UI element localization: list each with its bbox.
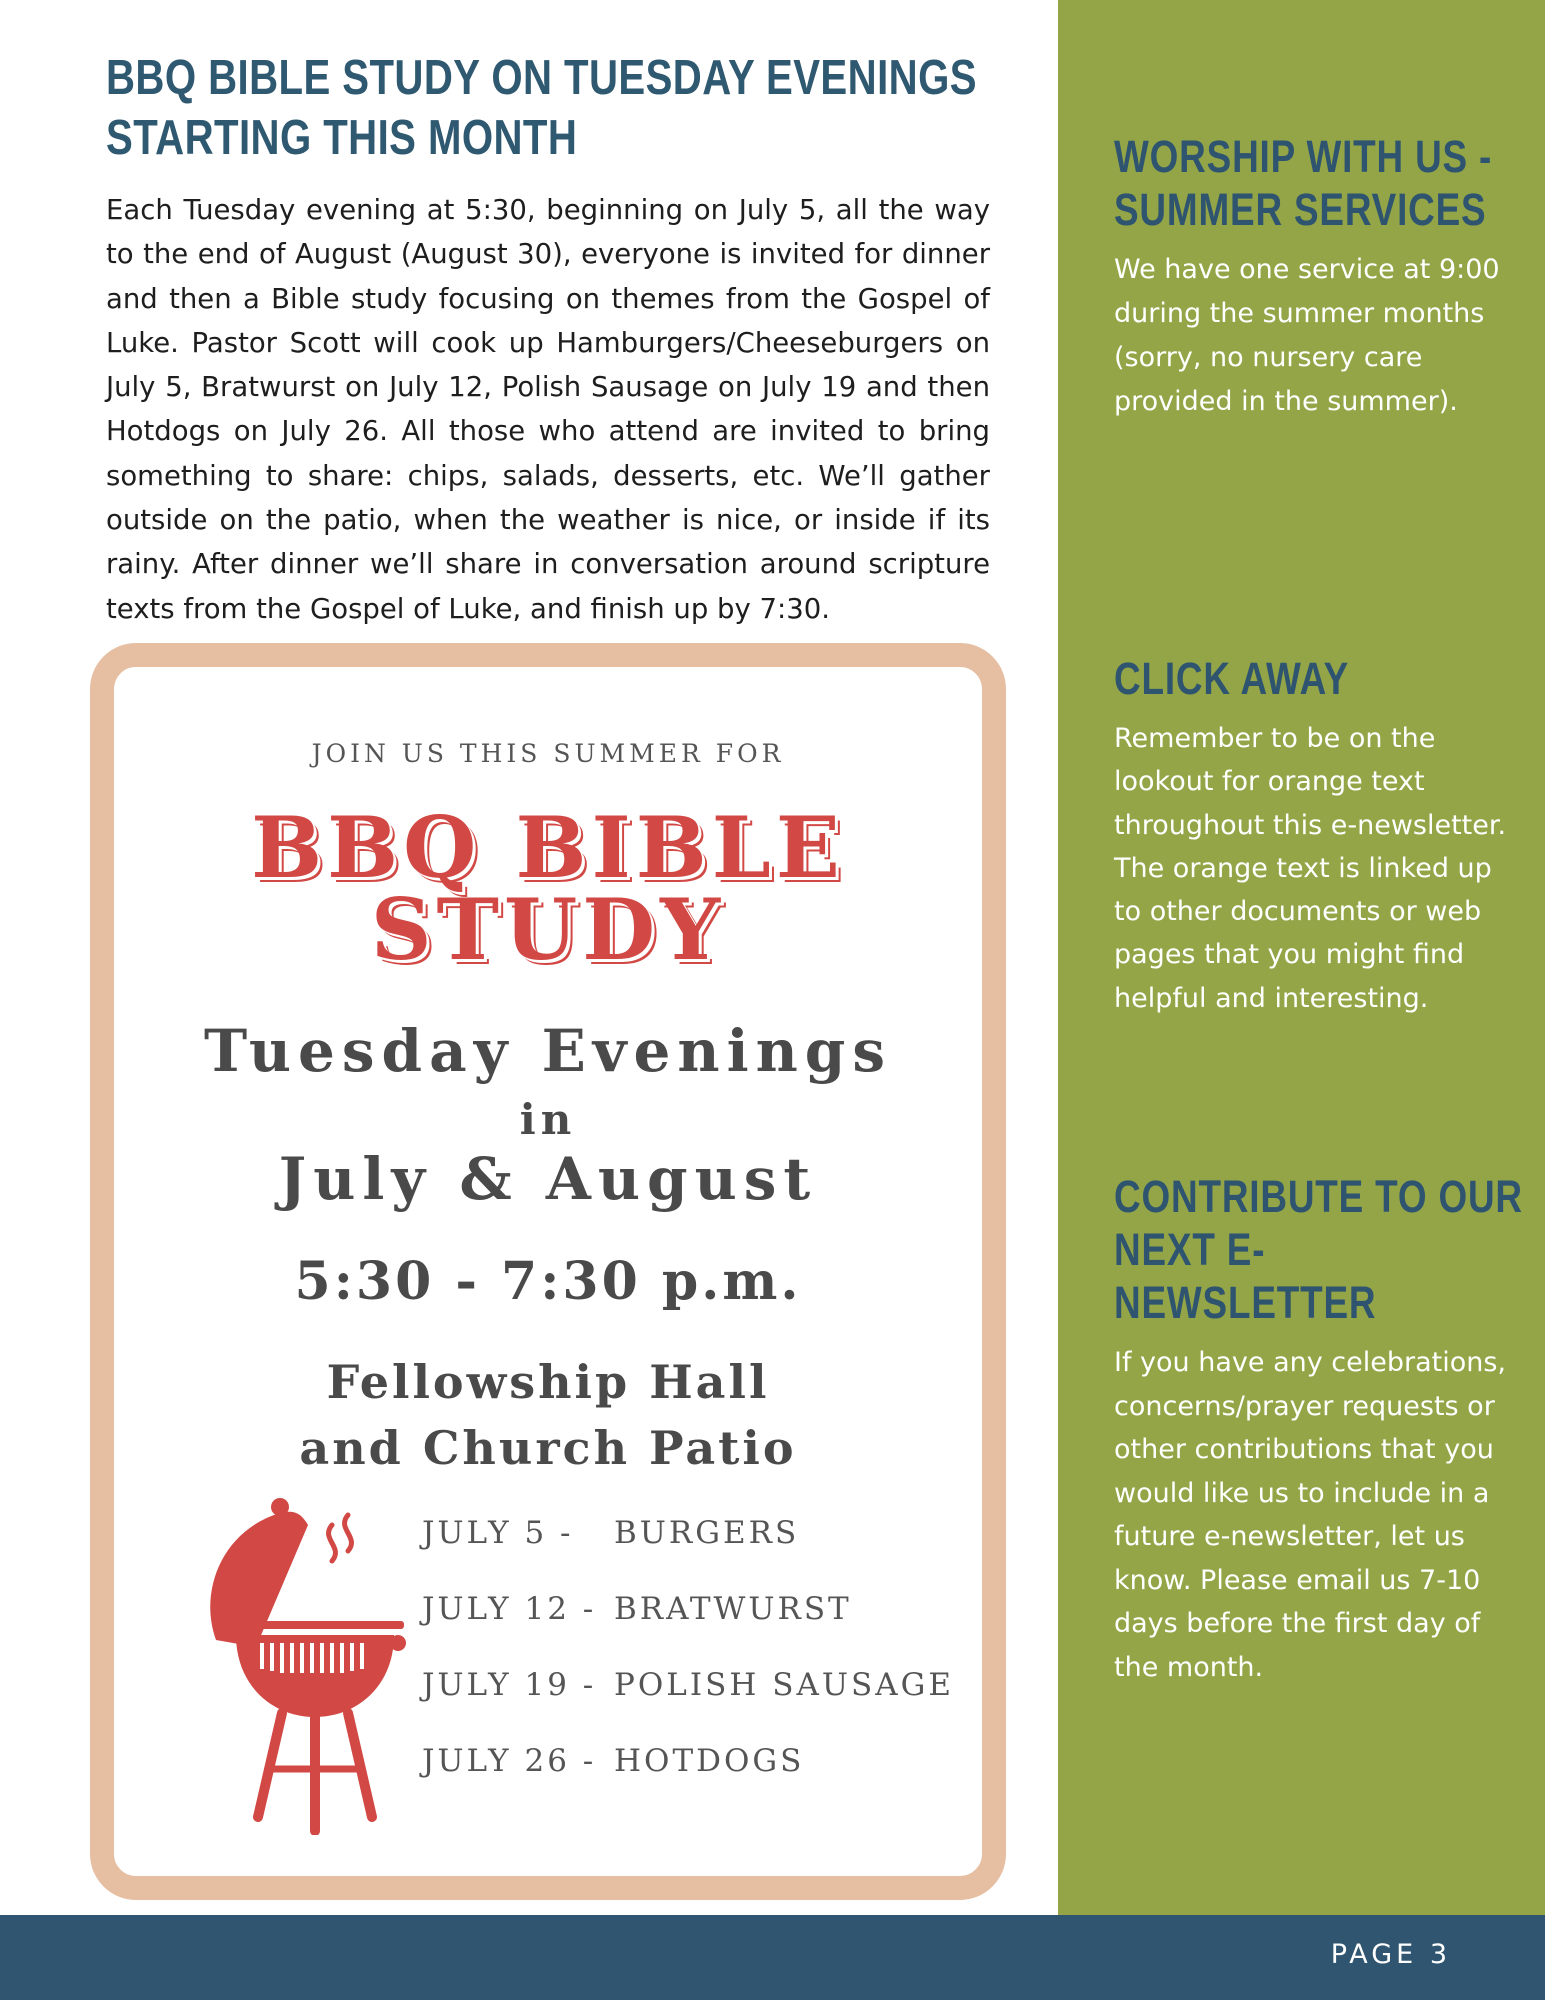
- menu-food: BRATWURST: [614, 1591, 852, 1627]
- sidebar-section-worship: [1114, 130, 1514, 424]
- bbq-menu: [422, 1515, 962, 1819]
- article-heading-line1: BBQ BIBLE STUDY ON TUESDAY EVENINGS: [106, 51, 977, 105]
- sidebar-heading-line1: CONTRIBUTE TO OUR: [1114, 1171, 1523, 1222]
- menu-item: [422, 1591, 962, 1667]
- sidebar-section-contribute: [1114, 1170, 1523, 1689]
- article-heading-line2: STARTING THIS MONTH: [106, 111, 578, 165]
- sidebar-heading: [1114, 1170, 1524, 1329]
- flyer-title-line1: BBQ BIBLE: [251, 798, 845, 897]
- sidebar-body: Remember to be on the lookout for orange text throughout this e-newsletter. The orange text is linked up to other documents or web pages that you might find helpful and interesting.: [1114, 723, 1507, 1014]
- menu-food: POLISH SAUSAGE: [614, 1667, 954, 1703]
- menu-date: JULY 26 -: [422, 1743, 597, 1779]
- sidebar-heading-line1: WORSHIP WITH US -: [1114, 131, 1493, 182]
- sidebar-heading: [1114, 652, 1524, 705]
- main-article: [106, 48, 990, 631]
- flyer-join-label: JOIN US THIS SUMMER FOR: [311, 739, 785, 768]
- flyer-location: [114, 1349, 982, 1481]
- sidebar-heading-line2: NEXT E-NEWSLETTER: [1114, 1224, 1377, 1328]
- menu-item: [422, 1515, 962, 1591]
- menu-item: [422, 1743, 962, 1819]
- grill-icon: [198, 1495, 408, 1835]
- menu-date: JULY 12 -: [422, 1591, 597, 1627]
- bbq-flyer: [90, 643, 1006, 1900]
- menu-date: JULY 5 -: [422, 1515, 574, 1551]
- sidebar: [1058, 0, 1545, 1915]
- flyer-evenings: Tuesday Evenings: [204, 1017, 892, 1085]
- menu-item: [422, 1667, 962, 1743]
- flyer-time: 5:30 - 7:30 p.m.: [294, 1251, 802, 1312]
- article-body: Each Tuesday evening at 5:30, beginning on July 5, all the way to the end of August (August 30), everyone is invited for dinner and then a Bible study focusing on themes from the Gospel of Luke. Pastor Scott will cook up Hamburgers/Cheeseburgers on July 5, Bratwurst on July 12, Polish Sausage on July 19 and then Hotdogs on July 26. All those who attend are invited to bring something to share: chips, salads, desserts, etc. We’ll gather outside on the patio, when the weather is nice, or inside if its rainy. After dinner we’ll share in conversation around scripture texts from the Gospel of Luke, and finish up by 7:30.: [106, 194, 990, 625]
- sidebar-heading-line1: CLICK AWAY: [1114, 653, 1350, 704]
- sidebar-body: If you have any celebrations, concerns/prayer requests or other contributions that you would like us to include in a future e-newsletter, let us know. Please email us 7-10 days before the first day of the month.: [1114, 1347, 1507, 1683]
- menu-food: HOTDOGS: [614, 1743, 805, 1779]
- flyer-location-line2: and Church Patio: [299, 1421, 797, 1475]
- flyer-months: July & August: [278, 1145, 818, 1213]
- article-heading: [106, 48, 1008, 168]
- menu-food: BURGERS: [614, 1515, 800, 1551]
- sidebar-section-click-away: [1114, 652, 1514, 1020]
- page-number: PAGE 3: [1330, 1939, 1451, 1970]
- menu-date: JULY 19 -: [422, 1667, 597, 1703]
- sidebar-heading: [1114, 130, 1524, 236]
- flyer-title: [114, 798, 982, 979]
- flyer-location-line1: Fellowship Hall: [326, 1355, 770, 1409]
- flyer-title-line2: STUDY: [370, 880, 726, 979]
- sidebar-heading-line2: SUMMER SERVICES: [1114, 184, 1487, 235]
- page-footer: [0, 1915, 1545, 2000]
- sidebar-body: We have one service at 9:00 during the summer months (sorry, no nursery care provided in the summer).: [1114, 254, 1500, 417]
- flyer-in: in: [519, 1095, 577, 1144]
